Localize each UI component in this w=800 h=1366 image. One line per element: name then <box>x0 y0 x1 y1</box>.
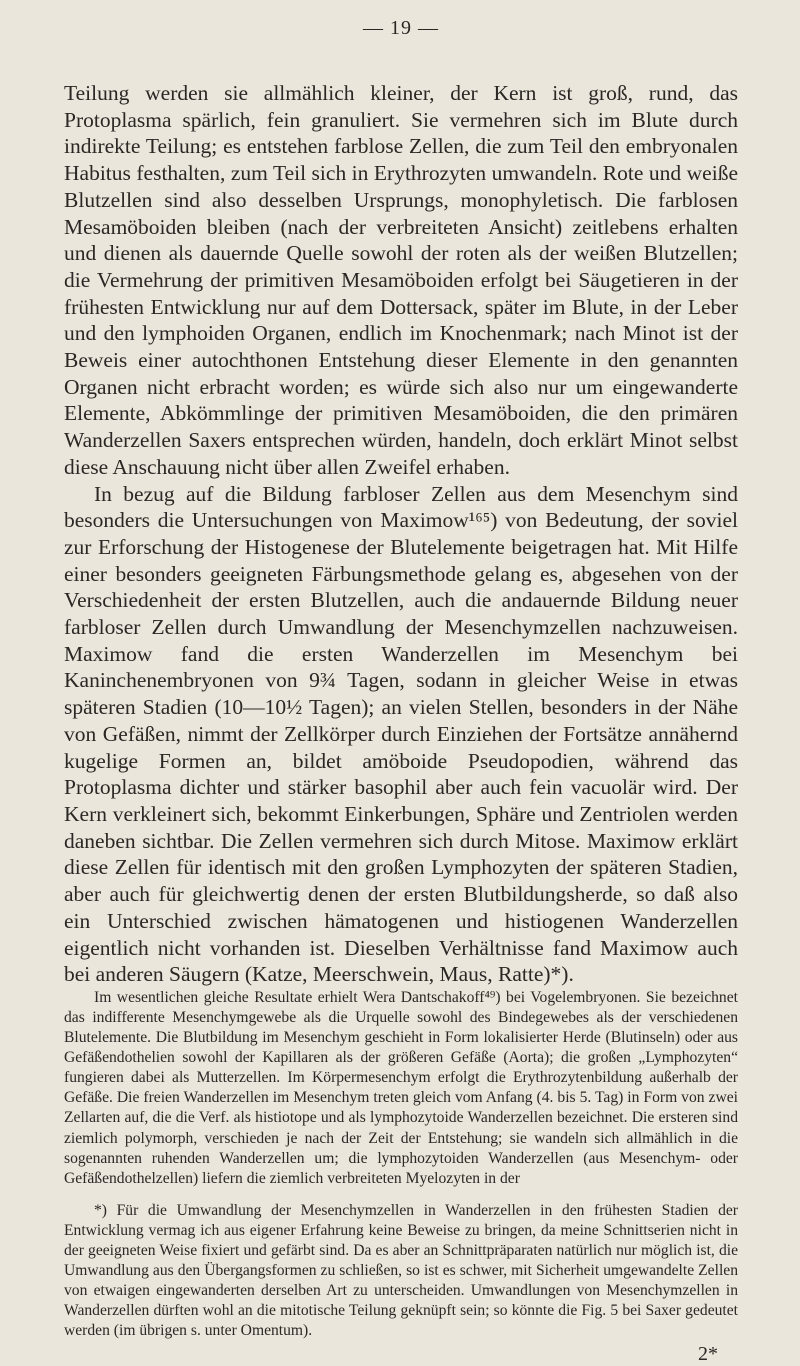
page-number: — 19 — <box>363 17 439 39</box>
small-print-paragraph: Im wesentlichen gleiche Resultate erhielt Wera Dantschakoff⁴⁹) bei Vogelembryonen. Sie bezeichnet das indifferente Mesenchymgewebe als die Urquelle sowohl des Bindegewebes als der verschiedenen Blutelemente. Die Blutbildung im Mesenchym geschieht in Form lokalisierter Herde (Blutinseln) oder aus Gefäßendothelien sowohl der Kapillaren als der größeren Gefäße (Aorta); die großen „Lymphozyten“ fungieren dabei als Mutterzellen. Im Körpermesenchym erfolgt die Erythrozytenbildung außerhalb der Gefäße. Die freien Wanderzellen im Mesenchym treten gleich vom Anfang (4. bis 5. Tag) in Form von zwei Zellarten auf, die die Verf. als histiotope und als lymphozytoide Wanderzellen bezeichnet. Die ersteren sind ziemlich polymorph, verschieden je nach der Zeit der Entstehung; sie wandeln sich allmählich in die sogenannten ruhenden Wanderzellen um; die lymphozytoiden Wanderzellen (aus Mesenchym- oder Gefäßendothelzellen) liefern die ziemlich verbreiteten Myelozyten in der <box>64 988 738 1187</box>
footnote-separator <box>64 1189 738 1201</box>
book-page <box>64 8 738 1366</box>
paragraph-2: In bezug auf die Bildung farbloser Zellen aus dem Mesenchym sind besonders die Untersuchungen von Maximow¹⁶⁵) von Bedeutung, der soviel zur Erforschung der Histogenese der Blutelemente beigetragen hat. Mit Hilfe einer besonders geeigneten Färbungsmethode gelang es, abgesehen von der Verschiedenheit der ersten Blutzellen, auch die andauernde Bildung neuer farbloser Zellen durch Umwandlung der Mesenchymzellen nachzuweisen. Maximow fand die ersten Wanderzellen im Mesenchym bei Kaninchenembryonen von 9¾ Tagen, sodann in gleicher Weise in etwas späteren Stadien (10—10½ Tagen); an vielen Stellen, besonders in der Nähe von Gefäßen, nimmt der Zellkörper durch Einziehen der Fortsätze annähernd kugelige Formen an, bildet amöboide Pseudopodien, während das Protoplasma dichter und stärker basophil aber auch fein vacuolär wird. Der Kern verkleinert sich, bekommt Einkerbungen, Sphäre und Zentriolen werden daneben sichtbar. Die Zellen vermehren sich durch Mitose. Maximow erklärt diese Zellen für identisch mit den großen Lymphozyten der späteren Stadien, aber auch für gleichwertig denen der ersten Blutbildungsherde, so daß also ein Unterschied zwischen hämatogenen und histiogenen Wanderzellen eigentlich nicht vorhanden ist. Dieselben Verhältnisse fand Maximow auch bei anderen Säugern (Katze, Meerschwein, Maus, Ratte)*). <box>64 481 738 987</box>
paragraph-1: Teilung werden sie allmählich kleiner, der Kern ist groß, rund, das Protoplasma spärlich, fein granuliert. Sie vermehren sich im Blute durch indirekte Teilung; es entstehen farblose Zellen, die zum Teil den embryonalen Habitus festhalten, zum Teil sich in Erythrozyten umwandeln. Rote und weiße Blutzellen sind also desselben Ursprungs, monophyletisch. Die farblosen Mesamöboiden bleiben (nach der verbreiteten Ansicht) zeitlebens erhalten und dienen als dauernde Quelle sowohl der roten als der weißen Blutzellen; die Vermehrung der primitiven Mesamöboiden erfolgt bei Säugetieren in der frühesten Entwicklung nur auf dem Dottersack, später im Blute, in der Leber und den lymphoiden Organen, endlich im Knochenmark; nach Minot ist der Beweis einer autochthonen Entstehung dieser Elemente in den genannten Organen nicht erbracht worden; es würde sich also nur um eingewanderte Elemente, Abkömmlinge der primitiven Mesamöboiden, die den primären Wanderzellen Saxers entsprechen würden, handeln, doch erklärt Minot selbst diese Anschauung nicht über allen Zweifel erhaben. <box>64 81 738 479</box>
footnote: *) Für die Umwandlung der Mesenchymzellen in Wanderzellen in den frühesten Stadien der Entwicklung vermag ich aus eigener Erfahrung keine Beweise zu bringen, da meine Schnittserien nicht in der geeigneten Weise fixiert und gefärbt sind. Da es aber an Schnittpräparaten natürlich nur möglich ist, die Umwandlung aus den Übergangsformen zu schließen, so ist es schwer, mit Sicherheit umgewandelte Zellen von etwaigen eingewanderten derselben Art zu unterscheiden. Umwandlungen von Mesenchymzellen in Wanderzellen dürften wohl an die mitotische Teilung geknüpft sein; so könnte die Fig. 5 bei Saxer gedeutet werden (im übrigen s. unter Omentum). <box>64 1201 738 1340</box>
signature-mark: 2* <box>698 1342 718 1365</box>
